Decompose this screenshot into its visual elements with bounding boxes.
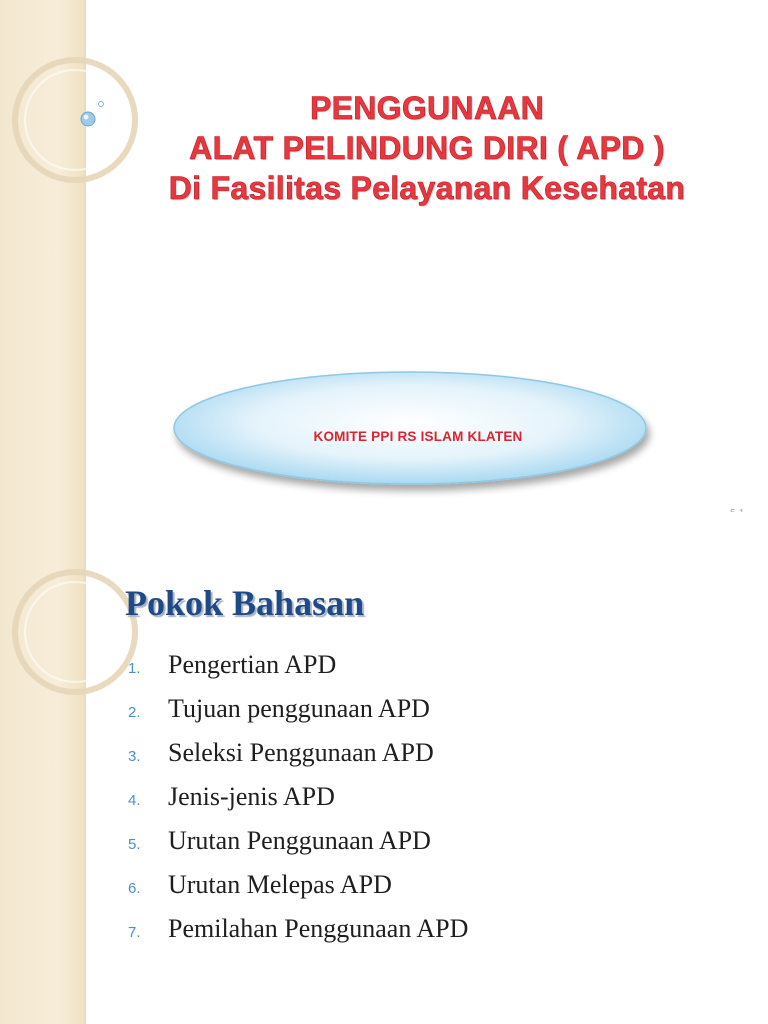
list-text: Jenis-jenis APD xyxy=(168,782,335,811)
title-line-2: ALAT PELINDUNG DIRI ( APD ) xyxy=(189,130,665,166)
list-number: 5. xyxy=(128,836,141,853)
list-number: 4. xyxy=(128,792,141,809)
list-text: Tujuan penggunaan APD xyxy=(168,694,430,723)
list-number: 7. xyxy=(128,924,141,941)
list-number: 3. xyxy=(128,748,141,765)
list-text: Seleksi Penggunaan APD xyxy=(168,738,434,767)
slide-title xyxy=(86,88,768,208)
title-line-1: PENGGUNAAN xyxy=(309,90,545,126)
organization-oval xyxy=(170,368,666,504)
section-heading: Pokok Bahasan xyxy=(125,583,365,623)
list-text: Urutan Melepas APD xyxy=(168,870,392,899)
list-number: 6. xyxy=(128,880,141,897)
list-text: Urutan Penggunaan APD xyxy=(168,826,431,855)
oval-label: KOMITE PPI RS ISLAM KLATEN xyxy=(313,428,523,444)
list-text: Pemilahan Penggunaan APD xyxy=(168,914,469,943)
list-text: Pengertian APD xyxy=(168,650,337,679)
list-number: 2. xyxy=(128,704,141,721)
list-number: 1. xyxy=(128,660,141,677)
content-slide xyxy=(0,512,768,1024)
title-line-3: Di Fasilitas Pelayanan Kesehatan xyxy=(168,170,686,206)
